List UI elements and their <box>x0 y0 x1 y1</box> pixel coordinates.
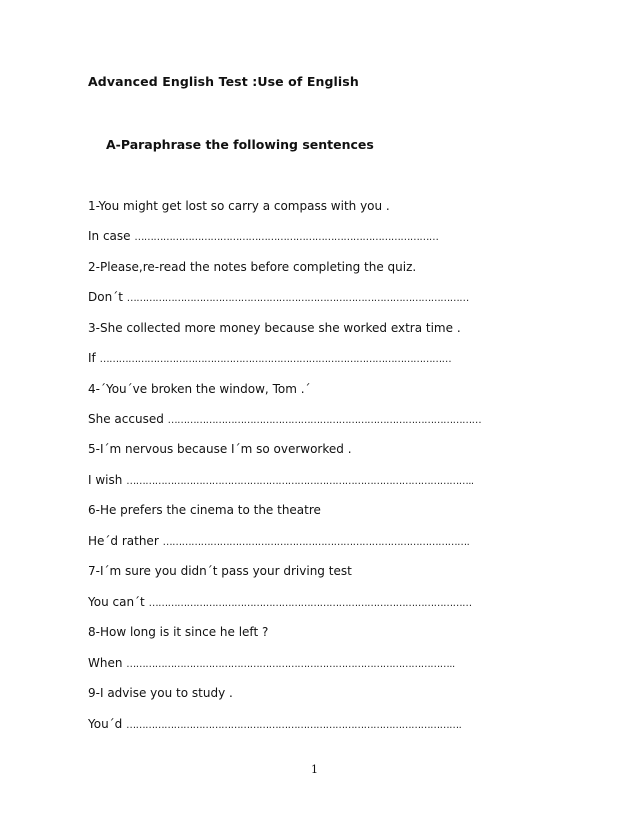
question-3: 3-She collected more money because she worked extra time . <box>88 321 461 335</box>
answer-prompt-2: Don´t <box>88 290 123 304</box>
answer-prompt-7: You can´t <box>88 595 145 609</box>
section-heading: A-Paraphrase the following sentences <box>106 137 374 152</box>
answer-line-9 <box>88 716 461 734</box>
question-4: 4-´You´ve broken the window, Tom .´ <box>88 382 311 396</box>
answer-line-8 <box>88 655 455 673</box>
answer-line-4 <box>88 411 481 429</box>
answer-line-7 <box>88 594 472 612</box>
answer-line-3 <box>88 350 451 368</box>
answer-blank-6: ……………………………………………………………………………………. <box>162 537 470 548</box>
question-6: 6-He prefers the cinema to the theatre <box>88 503 321 517</box>
question-8: 8-How long is it since he left ? <box>88 625 269 639</box>
answer-blank-5: ……………………………………………………………………………………………….. <box>126 476 474 487</box>
answer-blank-3: ………………………………………………………………………………………………… <box>99 354 452 365</box>
question-2: 2-Please,re-read the notes before completing the quiz. <box>88 260 417 274</box>
answer-prompt-4: She accused <box>88 412 164 426</box>
answer-blank-4: ……………………………………………………………………………………… <box>167 415 482 426</box>
answer-blank-8: ………………………………………………………………………………………….. <box>126 659 455 670</box>
answer-blank-2: ……………………………………………………………………………………………… <box>126 293 469 304</box>
answer-blank-9: ……………………………………………………………………………………………. <box>126 720 462 731</box>
answer-line-6 <box>88 533 469 551</box>
answer-line-5 <box>88 472 474 490</box>
answer-prompt-5: I wish <box>88 473 123 487</box>
answer-prompt-6: He´d rather <box>88 534 159 548</box>
page-title: Advanced English Test :Use of English <box>88 74 359 89</box>
answer-prompt-1: In case <box>88 229 131 243</box>
answer-prompt-9: You´d <box>88 717 123 731</box>
answer-blank-7: ………………………………………………………………………………………… <box>148 598 472 609</box>
answer-line-1 <box>88 228 438 246</box>
page-number: 1 <box>311 763 318 776</box>
question-7: 7-I´m sure you didn´t pass your driving test <box>88 564 352 578</box>
answer-blank-1: …………………………………………………………………………………… <box>134 232 439 243</box>
answer-prompt-3: If <box>88 351 96 365</box>
question-5: 5-I´m nervous because I´m so overworked . <box>88 442 352 456</box>
answer-prompt-8: When <box>88 656 123 670</box>
question-1: 1-You might get lost so carry a compass with you . <box>88 199 390 213</box>
question-9: 9-I advise you to study . <box>88 686 233 700</box>
answer-line-2 <box>88 289 469 307</box>
